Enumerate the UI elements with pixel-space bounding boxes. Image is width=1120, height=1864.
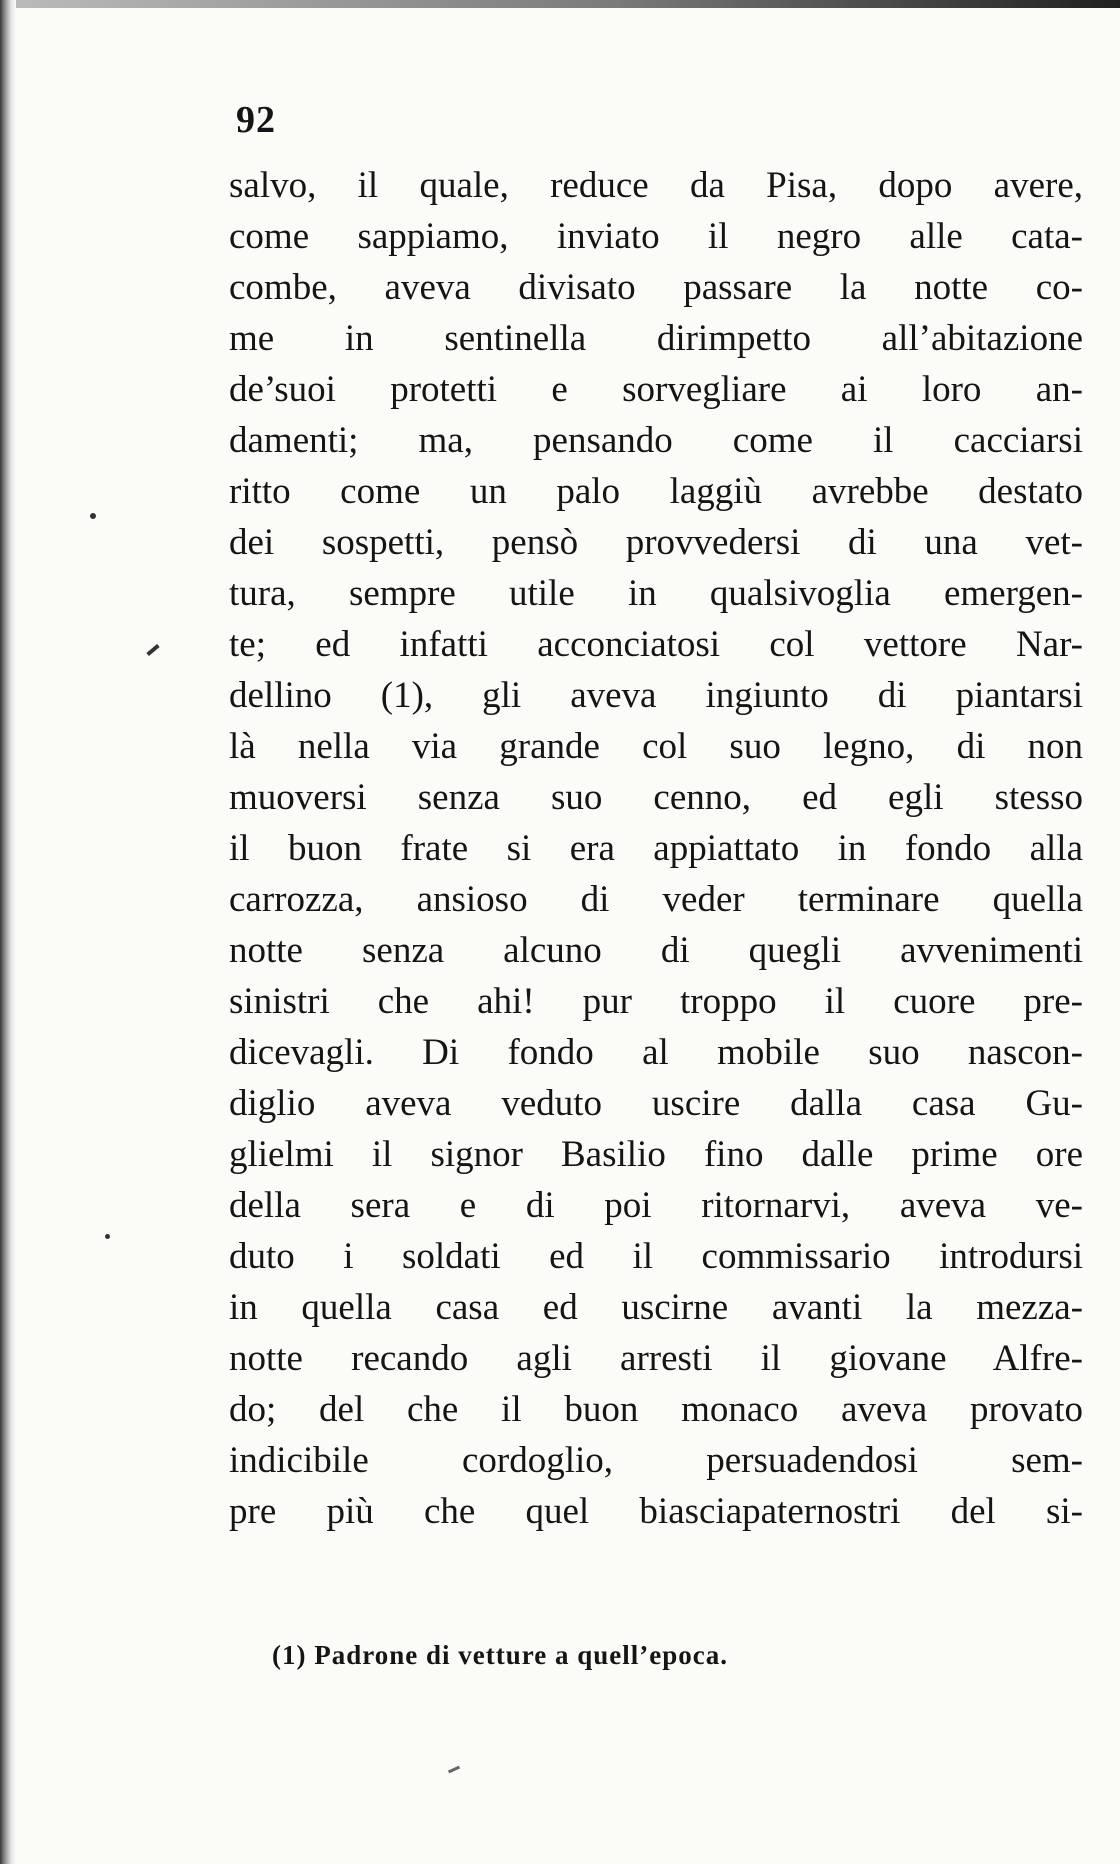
text-line: dicevagli. Di fondo al mobile suo nascon- xyxy=(229,1032,1083,1073)
text-line: in quella casa ed uscirne avanti la mezza- xyxy=(229,1287,1083,1328)
text-line: damenti; ma, pensando come il cacciarsi xyxy=(229,420,1083,461)
text-line: muoversi senza suo cenno, ed egli stesso xyxy=(229,777,1083,818)
margin-pencil-mark xyxy=(146,644,159,656)
text-line: me in sentinella dirimpetto all’abitazione xyxy=(229,318,1083,359)
text-line: tura, sempre utile in qualsivoglia emergen- xyxy=(229,573,1083,614)
text-line: do; del che il buon monaco aveva provato xyxy=(229,1389,1083,1430)
text-line: notte recando agli arresti il giovane Alfre- xyxy=(229,1338,1083,1379)
margin-pencil-mark xyxy=(448,1766,460,1774)
text-line: notte senza alcuno di quegli avvenimenti xyxy=(229,930,1083,971)
page-top-edge xyxy=(0,0,1120,8)
text-line: sinistri che ahi! pur troppo il cuore pre- xyxy=(229,981,1083,1022)
text-line: indicibile cordoglio, persuadendosi sem- xyxy=(229,1440,1083,1481)
text-line: salvo, il quale, reduce da Pisa, dopo avere, xyxy=(229,165,1083,206)
text-line: come sappiamo, inviato il negro alle cata- xyxy=(229,216,1083,257)
margin-speck xyxy=(105,1234,110,1239)
page-binding-edge xyxy=(0,0,16,1864)
text-line: duto i soldati ed il commissario introdursi xyxy=(229,1236,1083,1277)
body-text xyxy=(229,160,1083,1537)
text-line: della sera e di poi ritornarvi, aveva ve- xyxy=(229,1185,1083,1226)
text-line: combe, aveva divisato passare la notte co- xyxy=(229,267,1083,308)
text-line: de’suoi protetti e sorvegliare ai loro an- xyxy=(229,369,1083,410)
text-line: te; ed infatti acconciatosi col vettore Nar- xyxy=(229,624,1083,665)
text-line: diglio aveva veduto uscire dalla casa Gu- xyxy=(229,1083,1083,1124)
margin-speck xyxy=(90,513,96,519)
text-line: dellino (1), gli aveva ingiunto di piantarsi xyxy=(229,675,1083,716)
page-number: 92 xyxy=(236,99,276,141)
text-line: glielmi il signor Basilio fino dalle prime ore xyxy=(229,1134,1083,1175)
text-line: là nella via grande col suo legno, di non xyxy=(229,726,1083,767)
text-line: il buon frate si era appiattato in fondo alla xyxy=(229,828,1083,869)
text-line: dei sospetti, pensò provvedersi di una vet- xyxy=(229,522,1083,563)
text-line: pre più che quel biasciapaternostri del si- xyxy=(229,1491,1083,1532)
text-line: ritto come un palo laggiù avrebbe destato xyxy=(229,471,1083,512)
text-line: carrozza, ansioso di veder terminare quella xyxy=(229,879,1083,920)
footnote: (1) Padrone di vetture a quell’epoca. xyxy=(272,1640,728,1670)
